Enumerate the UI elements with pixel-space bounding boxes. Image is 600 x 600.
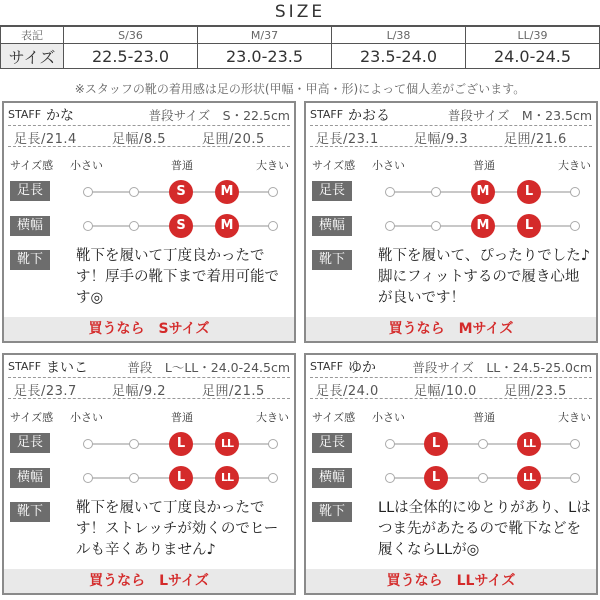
staff-name: かな [46, 108, 74, 124]
scale-normal-label: 普通 [171, 159, 193, 172]
foot-measurements [4, 128, 294, 146]
staff-comment: 靴下を履いて、ぴったりでした♪脚にフィットするので履き心地が良いです！ [378, 248, 590, 306]
foot-width-tag: 横幅 [10, 468, 50, 488]
dashed-divider [8, 377, 290, 378]
size-col-range: 23.0-23.5 [198, 44, 332, 69]
foot-width-tag: 横幅 [312, 468, 352, 488]
dashed-divider [310, 398, 592, 399]
size-col-range: 22.5-23.0 [64, 44, 198, 69]
usual-size: 普段サイズ M・23.5cm [447, 108, 592, 123]
fit-label: サイズ感 [10, 159, 54, 172]
size-col-label: M/37 [198, 27, 332, 44]
staff-header [4, 105, 294, 125]
foot-width-value: 足幅/8.5 [112, 132, 167, 147]
scale-dot [385, 187, 395, 197]
size-table-row-label [1, 27, 600, 44]
staff-comment: 靴下を履いて丁度良かったです！厚手の靴下まで着用可能です◎ [76, 248, 279, 306]
foot-length-scale [306, 431, 596, 457]
usual-size: 普段 L～LL・24.0-24.5cm [127, 360, 290, 375]
staff-label: STAFF [8, 108, 42, 121]
foot-width-scale [4, 213, 294, 239]
size-marker: M [215, 180, 239, 204]
size-marker: L [517, 180, 541, 204]
scale-dot [268, 221, 278, 231]
scale-dot [385, 221, 395, 231]
scale-normal-label: 普通 [171, 411, 193, 424]
staff-comment: 靴下を履いて丁度良かったです！ストレッチが効くのでヒールも辛くありません♪ [76, 500, 279, 558]
socks-tag: 靴下 [312, 502, 352, 522]
staff-label: STAFF [310, 360, 344, 373]
scale-dot [570, 473, 580, 483]
foot-length-tag: 足長 [312, 433, 352, 453]
foot-length-tag: 足長 [10, 181, 50, 201]
staff-name: かおる [348, 108, 390, 124]
size-marker: M [471, 214, 495, 238]
scale-large-label: 大きい [256, 411, 289, 424]
size-marker: S [169, 180, 193, 204]
usual-size: 普段サイズ S・22.5cm [148, 108, 290, 123]
foot-circumference-value: 足囲/21.5 [202, 384, 265, 399]
staff-label: STAFF [8, 360, 42, 373]
staff-header [306, 357, 596, 377]
dashed-divider [310, 146, 592, 147]
fit-scale-header [306, 155, 596, 171]
scale-small-label: 小さい [70, 159, 103, 172]
foot-circumference-value: 足囲/21.6 [504, 132, 567, 147]
fit-scale-header [4, 155, 294, 171]
size-marker: M [215, 214, 239, 238]
foot-length-value: 足長/21.4 [14, 132, 77, 147]
fit-note: ※スタッフの靴の着用感は足の形状(甲幅・甲高・形)によって個人差がございます。 [74, 82, 526, 96]
size-marker: L [169, 466, 193, 490]
staff-card [2, 101, 296, 343]
socks-tag: 靴下 [10, 250, 50, 270]
staff-card [304, 101, 598, 343]
fit-scale-header [306, 407, 596, 423]
size-table-row2-label: サイズ [1, 44, 64, 69]
page-title: SIZE [274, 2, 326, 22]
foot-length-scale [4, 431, 294, 457]
size-marker: LL [215, 466, 239, 490]
size-marker: L [517, 214, 541, 238]
foot-width-value: 足幅/9.2 [112, 384, 167, 399]
scale-dot [268, 439, 278, 449]
size-marker: LL [517, 432, 541, 456]
staff-card [304, 353, 598, 595]
size-marker: LL [517, 466, 541, 490]
scale-dot [83, 473, 93, 483]
scale-dot [83, 187, 93, 197]
fit-scale-header [4, 407, 294, 423]
scale-dot [83, 439, 93, 449]
foot-measurements [306, 128, 596, 146]
scale-dot [570, 439, 580, 449]
scale-normal-label: 普通 [473, 159, 495, 172]
scale-small-label: 小さい [70, 411, 103, 424]
dashed-divider [8, 125, 290, 126]
size-marker: M [471, 180, 495, 204]
foot-circumference-value: 足囲/20.5 [202, 132, 265, 147]
staff-comment: LLは全体的にゆとりがあり、Lはつま先があたるので靴下などを履くならLLが◎ [378, 500, 591, 558]
scale-dot [478, 473, 488, 483]
size-table-row-range [1, 44, 600, 69]
scale-dot [431, 187, 441, 197]
scale-dot [83, 221, 93, 231]
dashed-divider [8, 398, 290, 399]
staff-label: STAFF [310, 108, 344, 121]
size-col-label: L/38 [332, 27, 466, 44]
foot-length-scale [306, 179, 596, 205]
scale-dot [478, 439, 488, 449]
scale-dot [431, 221, 441, 231]
size-marker: L [424, 466, 448, 490]
socks-tag: 靴下 [10, 502, 50, 522]
foot-length-value: 足長/24.0 [316, 384, 379, 399]
foot-length-tag: 足長 [10, 433, 50, 453]
foot-circumference-value: 足囲/23.5 [504, 384, 567, 399]
scale-dot [268, 473, 278, 483]
staff-header [306, 105, 596, 125]
foot-measurements [306, 380, 596, 398]
foot-width-scale [306, 465, 596, 491]
scale-dot [570, 187, 580, 197]
fit-label: サイズ感 [10, 411, 54, 424]
foot-width-value: 足幅/9.3 [414, 132, 469, 147]
size-table-row1-label: 表記 [1, 27, 64, 44]
size-table [0, 26, 600, 69]
recommend-size: 買うなら LLサイズ [306, 569, 596, 593]
recommend-size: 買うなら Sサイズ [4, 317, 294, 341]
size-col-label: LL/39 [466, 27, 600, 44]
staff-name: ゆか [348, 360, 376, 376]
dashed-divider [310, 377, 592, 378]
scale-large-label: 大きい [558, 159, 591, 172]
recommend-size: 買うなら Lサイズ [4, 569, 294, 593]
foot-width-tag: 横幅 [312, 216, 352, 236]
fit-label: サイズ感 [312, 411, 356, 424]
scale-large-label: 大きい [558, 411, 591, 424]
dashed-divider [8, 146, 290, 147]
scale-dot [129, 221, 139, 231]
scale-normal-label: 普通 [473, 411, 495, 424]
size-marker: L [424, 432, 448, 456]
scale-small-label: 小さい [372, 159, 405, 172]
scale-dot [385, 473, 395, 483]
staff-card [2, 353, 296, 595]
staff-name: まいこ [46, 360, 88, 376]
fit-label: サイズ感 [312, 159, 356, 172]
scale-small-label: 小さい [372, 411, 405, 424]
foot-width-tag: 横幅 [10, 216, 50, 236]
size-col-range: 23.5-24.0 [332, 44, 466, 69]
scale-dot [268, 187, 278, 197]
scale-dot [129, 439, 139, 449]
foot-width-value: 足幅/10.0 [414, 384, 477, 399]
scale-dot [385, 439, 395, 449]
socks-tag: 靴下 [312, 250, 352, 270]
foot-length-value: 足長/23.7 [14, 384, 77, 399]
scale-dot [129, 473, 139, 483]
foot-width-scale [4, 465, 294, 491]
foot-length-tag: 足長 [312, 181, 352, 201]
staff-header [4, 357, 294, 377]
scale-large-label: 大きい [256, 159, 289, 172]
recommend-size: 買うなら Mサイズ [306, 317, 596, 341]
usual-size: 普段サイズ LL・24.5-25.0cm [412, 360, 592, 375]
size-col-range: 24.0-24.5 [466, 44, 600, 69]
size-marker: S [169, 214, 193, 238]
foot-width-scale [306, 213, 596, 239]
scale-dot [570, 221, 580, 231]
foot-measurements [4, 380, 294, 398]
size-marker: L [169, 432, 193, 456]
size-col-label: S/36 [64, 27, 198, 44]
foot-length-value: 足長/23.1 [316, 132, 379, 147]
dashed-divider [310, 125, 592, 126]
foot-length-scale [4, 179, 294, 205]
size-marker: LL [215, 432, 239, 456]
scale-dot [129, 187, 139, 197]
